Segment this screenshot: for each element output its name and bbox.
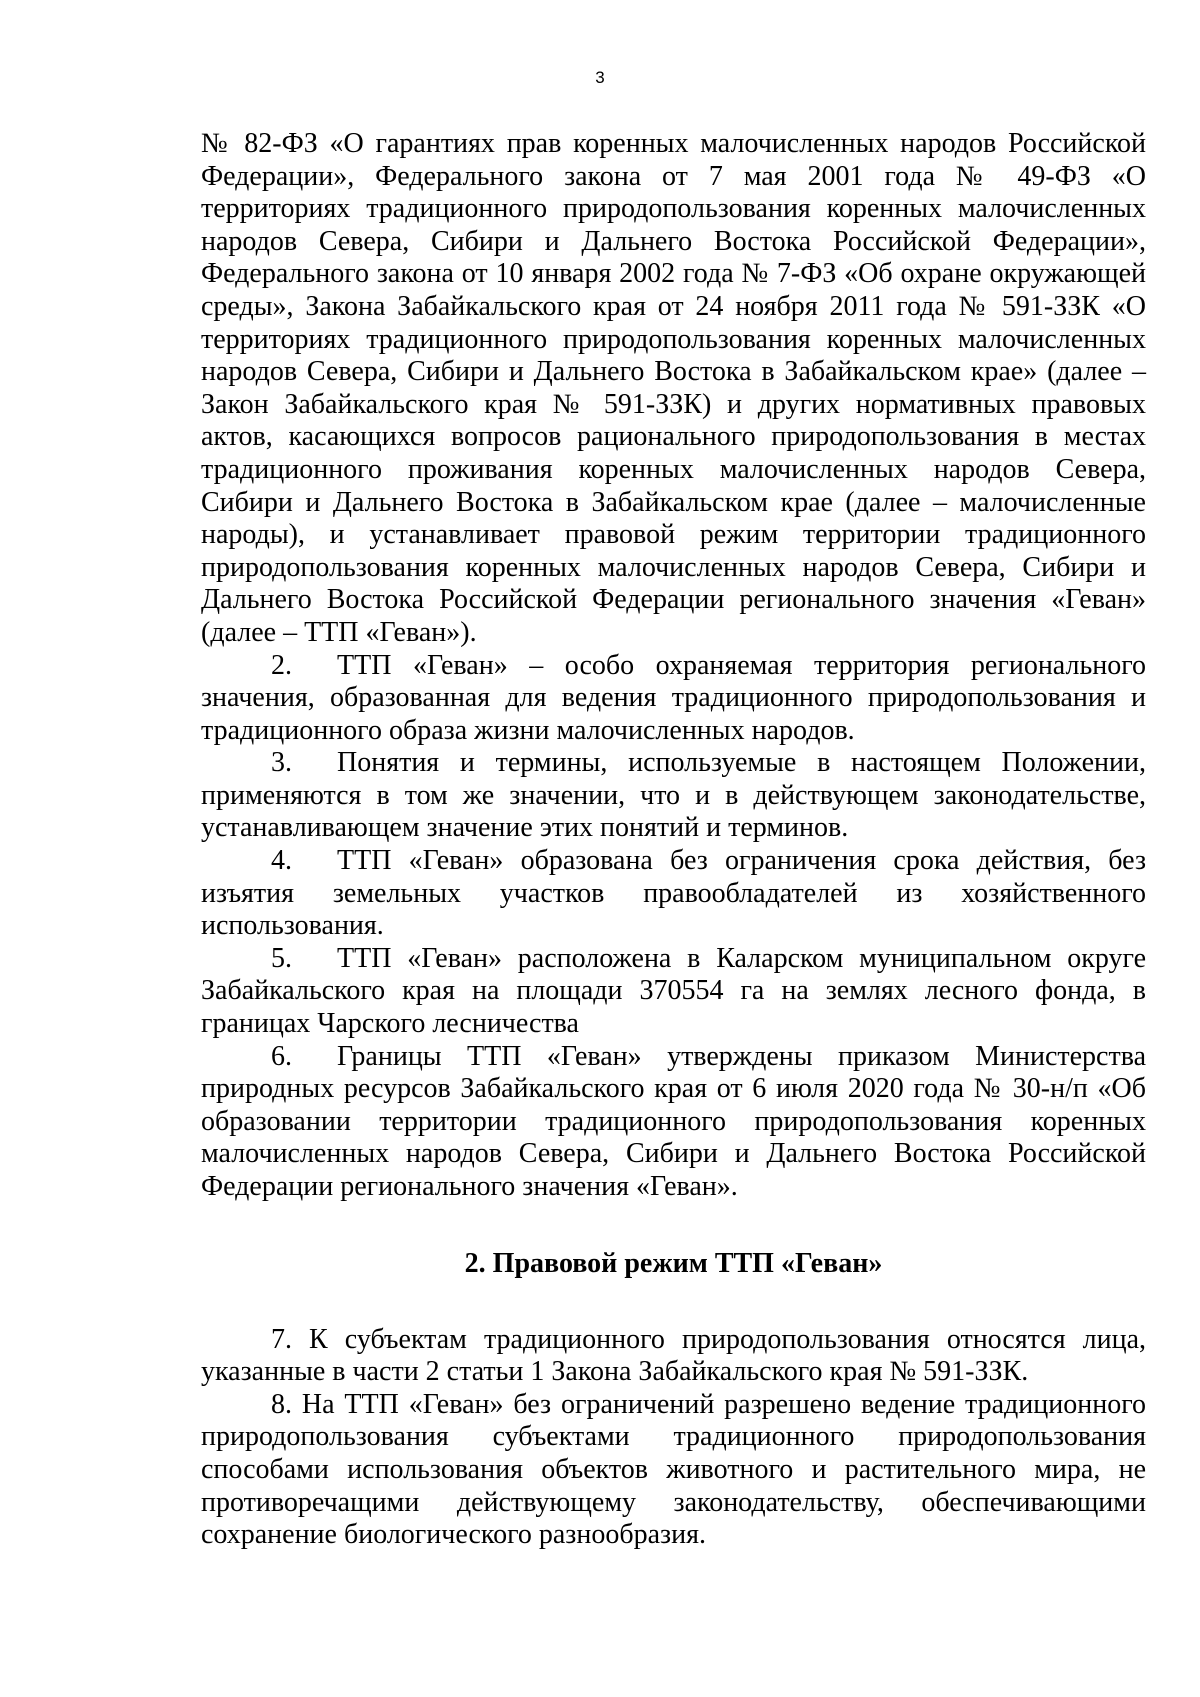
- list-item: [201, 943, 1146, 1041]
- item-text: ТТП «Геван» расположена в Каларском муниципальном округе Забайкальского края на площади 370554 га на землях лесного фонда, в границах Чарского лесничества: [201, 942, 1146, 1040]
- list-item: [201, 747, 1146, 845]
- item-text: Понятия и термины, используемые в настоящем Положении, применяются в том же значении, что и в действующем законодательстве, устанавливающем значение этих понятий и терминов.: [201, 747, 1146, 844]
- item-number: 5.: [271, 942, 292, 974]
- item-text: Границы ТТП «Геван» утверждены приказом Министерства природных ресурсов Забайкальского края от 6 июля 2020 года № 30-н/п «Об образовании территории традиционного природопользования коренных малочисленных народов Севера, Сибири и Дальнего Востока Российской Федерации регионального значения «Геван».: [201, 1040, 1146, 1202]
- item-text: ТТП «Геван» образована без ограничения срока действия, без изъятия земельных участков правообладателей из хозяйственного использования.: [201, 845, 1146, 942]
- item-number: 3.: [271, 747, 292, 779]
- section-paragraph: 8. На ТТП «Геван» без ограничений разрешено ведение традиционного природопользования субъектами традиционного природопользования способами использования объектов животного и растительного мира, не противоречащими действующему законодательству, обеспечивающими сохранение биологического разнообразия.: [201, 1388, 1146, 1551]
- item-text: ТТП «Геван» – особо охраняемая территория регионального значения, образованная для ведения традиционного природопользования и традиционного образа жизни малочисленных народов.: [201, 649, 1146, 746]
- list-item: [201, 845, 1146, 943]
- list-item: [201, 1041, 1146, 1204]
- document-body: [201, 128, 1146, 1552]
- item-number: 6.: [271, 1040, 292, 1072]
- list-item: [201, 650, 1146, 748]
- page-number: 3: [595, 68, 605, 87]
- item-number: 4.: [271, 845, 292, 877]
- intro-paragraph: № 82-ФЗ «О гарантиях прав коренных малочисленных народов Российской Федерации», Федерального закона от 7 мая 2001 года № 49-ФЗ «О территориях традиционного природопользования коренных малочисленных народов Севера, Сибири и Дальнего Востока Российской Федерации», Федерального закона от 10 января 2002 года № 7-ФЗ «Об охране окружающей среды», Закона Забайкальского края от 24 ноября 2011 года № 591-ЗЗК «О территориях традиционного природопользования коренных малочисленных народов Севера, Сибири и Дальнего Востока в Забайкальском крае» (далее – Закон Забайкальского края № 591-ЗЗК) и других нормативных правовых актов, касающихся вопросов рационального природопользования в местах традиционного проживания коренных малочисленных народов Севера, Сибири и Дальнего Востока в Забайкальском крае (далее – малочисленные народы), и устанавливает правовой режим территории традиционного природопользования коренных малочисленных народов Севера, Сибири и Дальнего Востока Российской Федерации регионального значения «Геван» (далее – ТТП «Геван»).: [201, 128, 1146, 648]
- section-paragraph: 7. К субъектам традиционного природопользования относятся лица, указанные в части 2 статьи 1 Закона Забайкальского края № 591-ЗЗК.: [201, 1323, 1146, 1388]
- item-number: 2.: [271, 649, 292, 681]
- section-heading: 2. Правовой режим ТТП «Геван»: [464, 1247, 883, 1279]
